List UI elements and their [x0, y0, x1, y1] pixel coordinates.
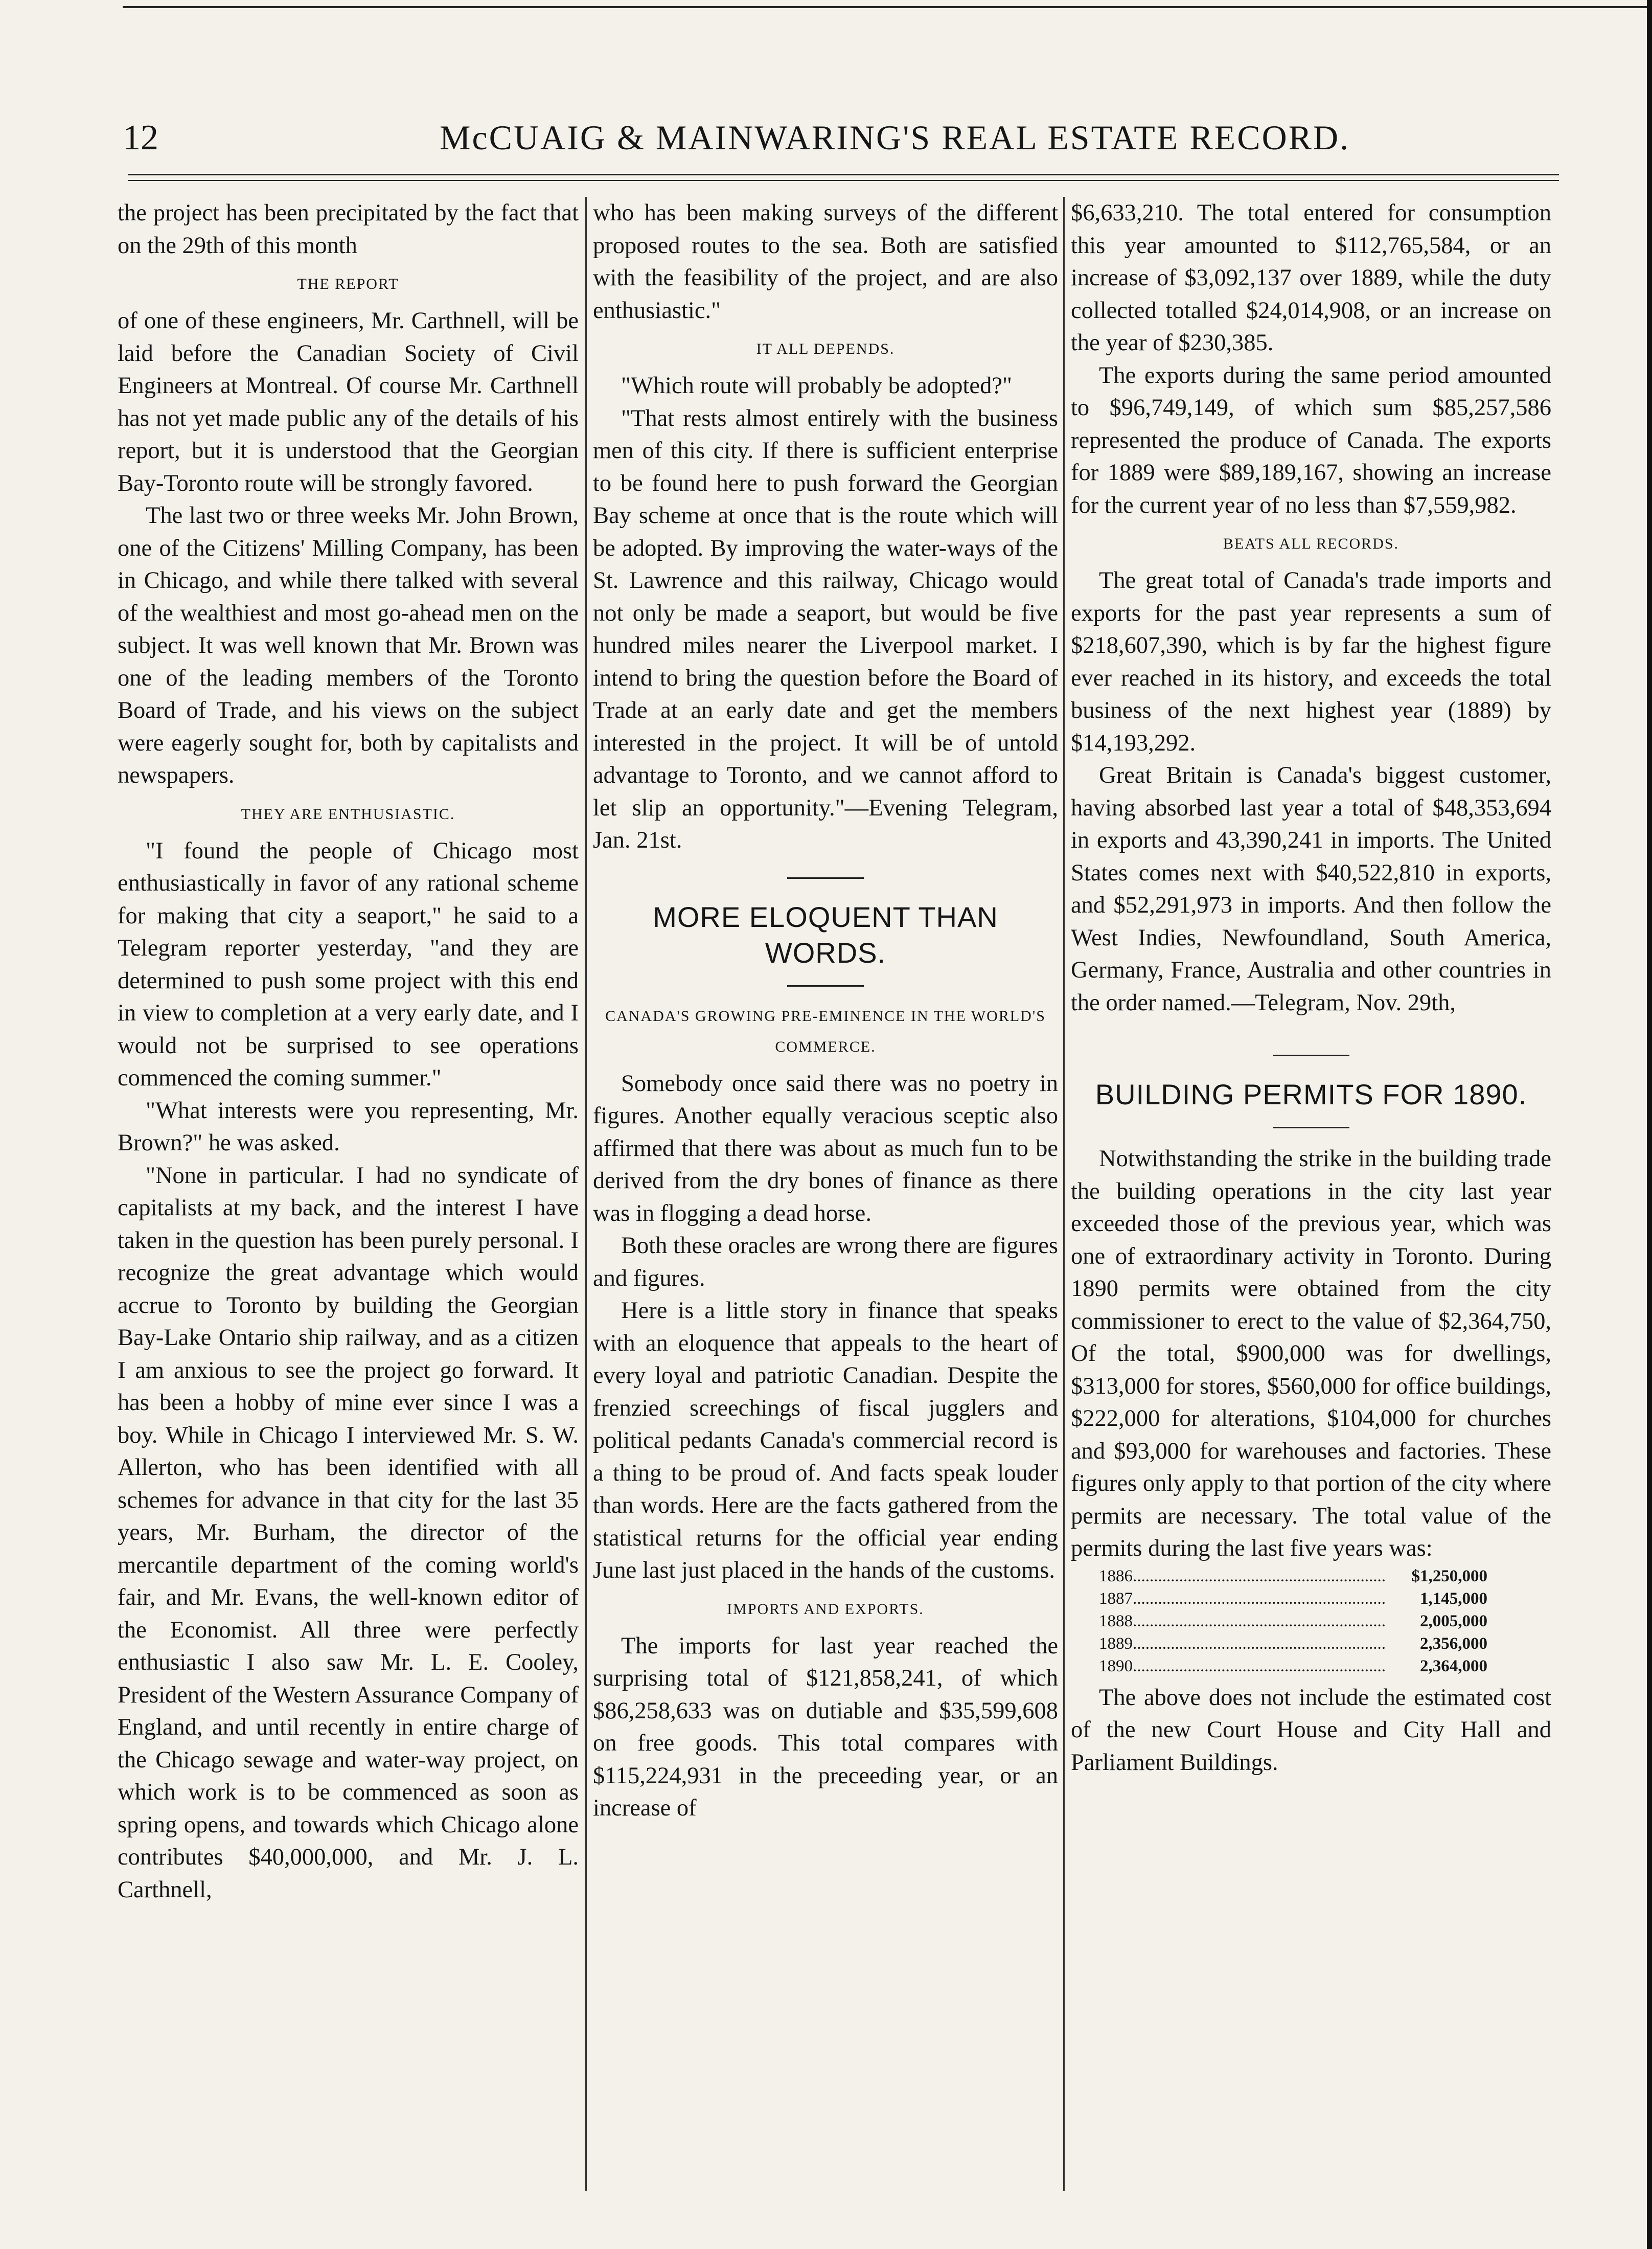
- col2-paragraph: Both these oracles are wrong there are figures and figures.: [593, 1233, 1058, 1291]
- col3-paragraph: Notwithstanding the strike in the building trade the building operations in the city last year exceeded those of the previous year, which was one of extraordinary activity in Toronto. During 1890 permits were obtained from the city commissioner to erect to the value of $2,364,750, Of the total, $900,000 was for dwellings, $313,000 for stores, $560,000 for office buildings, $222,000 for alterations, $104,000 for churches and $93,000 for warehouses and factories. These figures only apply to that portion of the city where permits are necessary. The total value of the permits during the last five years was:: [1071, 1146, 1551, 1561]
- permit-row: [1099, 1632, 1487, 1655]
- col2-subheading-imports: IMPORTS AND EXPORTS.: [727, 1600, 924, 1618]
- col2-paragraph: The imports for last year reached the surprising total of $121,858,241, of which $86,258,633 was on dutiable and $35,599,608 on free goods. This total compares with $115,224,931 in the preceeding year, or an increase of: [593, 1632, 1058, 1821]
- permit-year: 1887............................................................: [1099, 1589, 1386, 1608]
- permit-year: 1889............................................................: [1099, 1634, 1386, 1653]
- headline-building-permits: BUILDING PERMITS FOR 1890.: [1095, 1078, 1527, 1110]
- col2-paragraph: Somebody once said there was no poetry in figures. Another equally veracious sceptic also affirmed that there was about as much fun to be derived from the dry bones of finance as there was in flogging a dead horse.: [593, 1070, 1058, 1226]
- col3-paragraph: Great Britain is Canada's biggest customer, having absorbed last year a total of $48,353,694 in exports and 43,390,241 in imports. The United States comes next with $40,522,810 in exports, and $52,291,973 in imports. And then follow the West Indies, Newfoundland, South America, Germany, France, Australia and other countries in the order named.—Telegram, Nov. 29th,: [1071, 762, 1551, 1016]
- permit-row: [1099, 1655, 1487, 1677]
- running-title: McCUAIG & MAINWARING'S REAL ESTATE RECORD.: [440, 118, 1350, 157]
- col1-subheading-enthusiastic: THEY ARE ENTHUSIASTIC.: [241, 805, 455, 823]
- permit-year: 1890............................................................: [1099, 1656, 1386, 1675]
- header-rule-top: [128, 174, 1559, 175]
- col1-paragraph: the project has been precipitated by the fact that on the 29th of this month: [118, 200, 579, 259]
- col1-paragraph: "I found the people of Chicago most enthusiastically in favor of any rational scheme for making that city a seaport," he said to a Telegram reporter yesterday, "and they are determined to push some project with this end in view to completion at a very early date, and I would not be surprised to see operations commenced the coming summer.": [118, 837, 579, 1091]
- permit-year: 1886............................................................: [1099, 1566, 1386, 1585]
- col1-paragraph: of one of these engineers, Mr. Carthnell, will be laid before the Canadian Society of Civil Engineers at Montreal. Of course Mr. Carthnell has not yet made public any of the details of his report, but it is understood that the Georgian Bay-Toronto route will be strongly favored.: [118, 308, 579, 496]
- col3-paragraph: $6,633,210. The total entered for consumption this year amounted to $112,765,584, or an increase of $3,092,137 over 1889, while the duty collected totalled $24,014,908, or an increase on the year of $230,385.: [1071, 200, 1551, 356]
- header-rule-bottom: [128, 180, 1559, 181]
- column-3: [1071, 197, 1551, 1779]
- section-separator: [787, 877, 864, 879]
- permit-amount: 2,356,000: [1420, 1634, 1487, 1653]
- column-1: [118, 197, 579, 1906]
- column-divider-2: [1063, 197, 1065, 2191]
- col1-paragraph: "None in particular. I had no syndicate of capitalists at my back, and the interest I have taken in the question has been purely personal. I recognize the great advantage which would accrue to Toronto by building the Georgian Bay-Lake Ontario ship railway, and as a citizen I am anxious to see the project go forward. It has been a hobby of mine ever since I was a boy. While in Chicago I interviewed Mr. S. W. Allerton, who has been identified with all schemes for advance in that city for the last 35 years, Mr. Burham, the director of the mercantile department of the coming world's fair, and Mr. Evans, the well-known editor of the Economist. All three were perfectly enthusiastic I also saw Mr. L. E. Cooley, President of the Western Assurance Company of England, and until recently in entire charge of the Chicago sewage and water-way project, on which work is to be commenced as soon as spring opens, and towards which Chicago alone contributes $40,000,000, and Mr. J. L. Carthnell,: [118, 1162, 579, 1903]
- col1-paragraph: The last two or three weeks Mr. John Brown, one of the Citizens' Milling Company, has been in Chicago, and while there talked with several of the wealthiest and most go-ahead men on the subject. It was well known that Mr. Brown was one of the leading members of the Toronto Board of Trade, and his views on the subject were eagerly sought for, both by capitalists and newspapers.: [118, 503, 579, 788]
- right-edge-bar: [1647, 0, 1652, 2249]
- headline-eloquent: MORE ELOQUENT THAN WORDS.: [653, 900, 998, 969]
- column-2: [593, 197, 1058, 1825]
- permit-row: [1099, 1565, 1487, 1587]
- permits-table: [1099, 1565, 1487, 1677]
- top-border-rule: [123, 6, 1652, 8]
- permit-row: [1099, 1587, 1487, 1610]
- page-header: [118, 107, 1549, 164]
- col2-paragraph: who has been making surveys of the different proposed routes to the sea. Both are satisfied with the feasibility of the project, and are also enthusiastic.": [593, 200, 1058, 324]
- section-separator: [1273, 1055, 1349, 1056]
- headline-underline: [1273, 1127, 1349, 1128]
- col1-paragraph: "What interests were you representing, Mr. Brown?" he was asked.: [118, 1097, 579, 1156]
- col2-paragraph: Here is a little story in finance that speaks with an eloquence that appeals to the heart of every loyal and patriotic Canadian. Despite the frenzied screechings of fiscal jugglers and political pedants Canada's commercial record is a thing to be proud of. And facts speak louder than words. Here are the facts gathered from the statistical returns for the official year ending June last just placed in the hands of the customs.: [593, 1298, 1058, 1583]
- col2-subheading-depends: IT ALL DEPENDS.: [756, 340, 895, 357]
- permit-amount: 1,145,000: [1420, 1589, 1487, 1608]
- col3-paragraph: The exports during the same period amounted to $96,749,149, of which sum $85,257,586 represented the produce of Canada. The exports for 1889 were $89,189,167, showing an increase for the current year of no less than $7,559,982.: [1071, 362, 1551, 518]
- permit-amount: 2,364,000: [1420, 1656, 1487, 1675]
- headline-underline: [787, 985, 864, 987]
- column-divider-1: [585, 197, 587, 2191]
- permit-amount: 2,005,000: [1420, 1611, 1487, 1630]
- permit-year: 1888............................................................: [1099, 1611, 1386, 1630]
- col3-paragraph: The above does not include the estimated cost of the new Court House and City Hall and Parliament Buildings.: [1071, 1684, 1551, 1776]
- col2-subheading-commerce: CANADA'S GROWING PRE-EMINENCE IN THE WORLD'S COMMERCE.: [605, 1007, 1046, 1055]
- permit-amount: $1,250,000: [1411, 1566, 1487, 1585]
- col1-subheading-report: THE REPORT: [297, 276, 399, 292]
- col3-paragraph: The great total of Canada's trade imports and exports for the past year represents a sum of $218,607,390, which is by far the highest figure ever reached in its history, and exceeds the total business of the next highest year (1889) by $14,193,292.: [1071, 567, 1551, 756]
- col2-paragraph: "Which route will probably be adopted?": [621, 373, 1012, 399]
- col2-paragraph: "That rests almost entirely with the business men of this city. If there is sufficient enterprise to be found here to push forward the Georgian Bay scheme at once that is the route which will be adopted. By improving the water-ways of the St. Lawrence and this railway, Chicago would not only be made a seaport, but would be five hundred miles nearer the Liverpool market. I intend to bring the question before the Board of Trade at an early date and get the members interested in the project. It will be of untold advantage to Toronto, and we cannot afford to let slip an opportunity."—Evening Telegram, Jan. 21st.: [593, 405, 1058, 853]
- page-number: 12: [123, 118, 158, 157]
- col3-subheading-records: BEATS ALL RECORDS.: [1223, 535, 1399, 552]
- permit-row: [1099, 1610, 1487, 1632]
